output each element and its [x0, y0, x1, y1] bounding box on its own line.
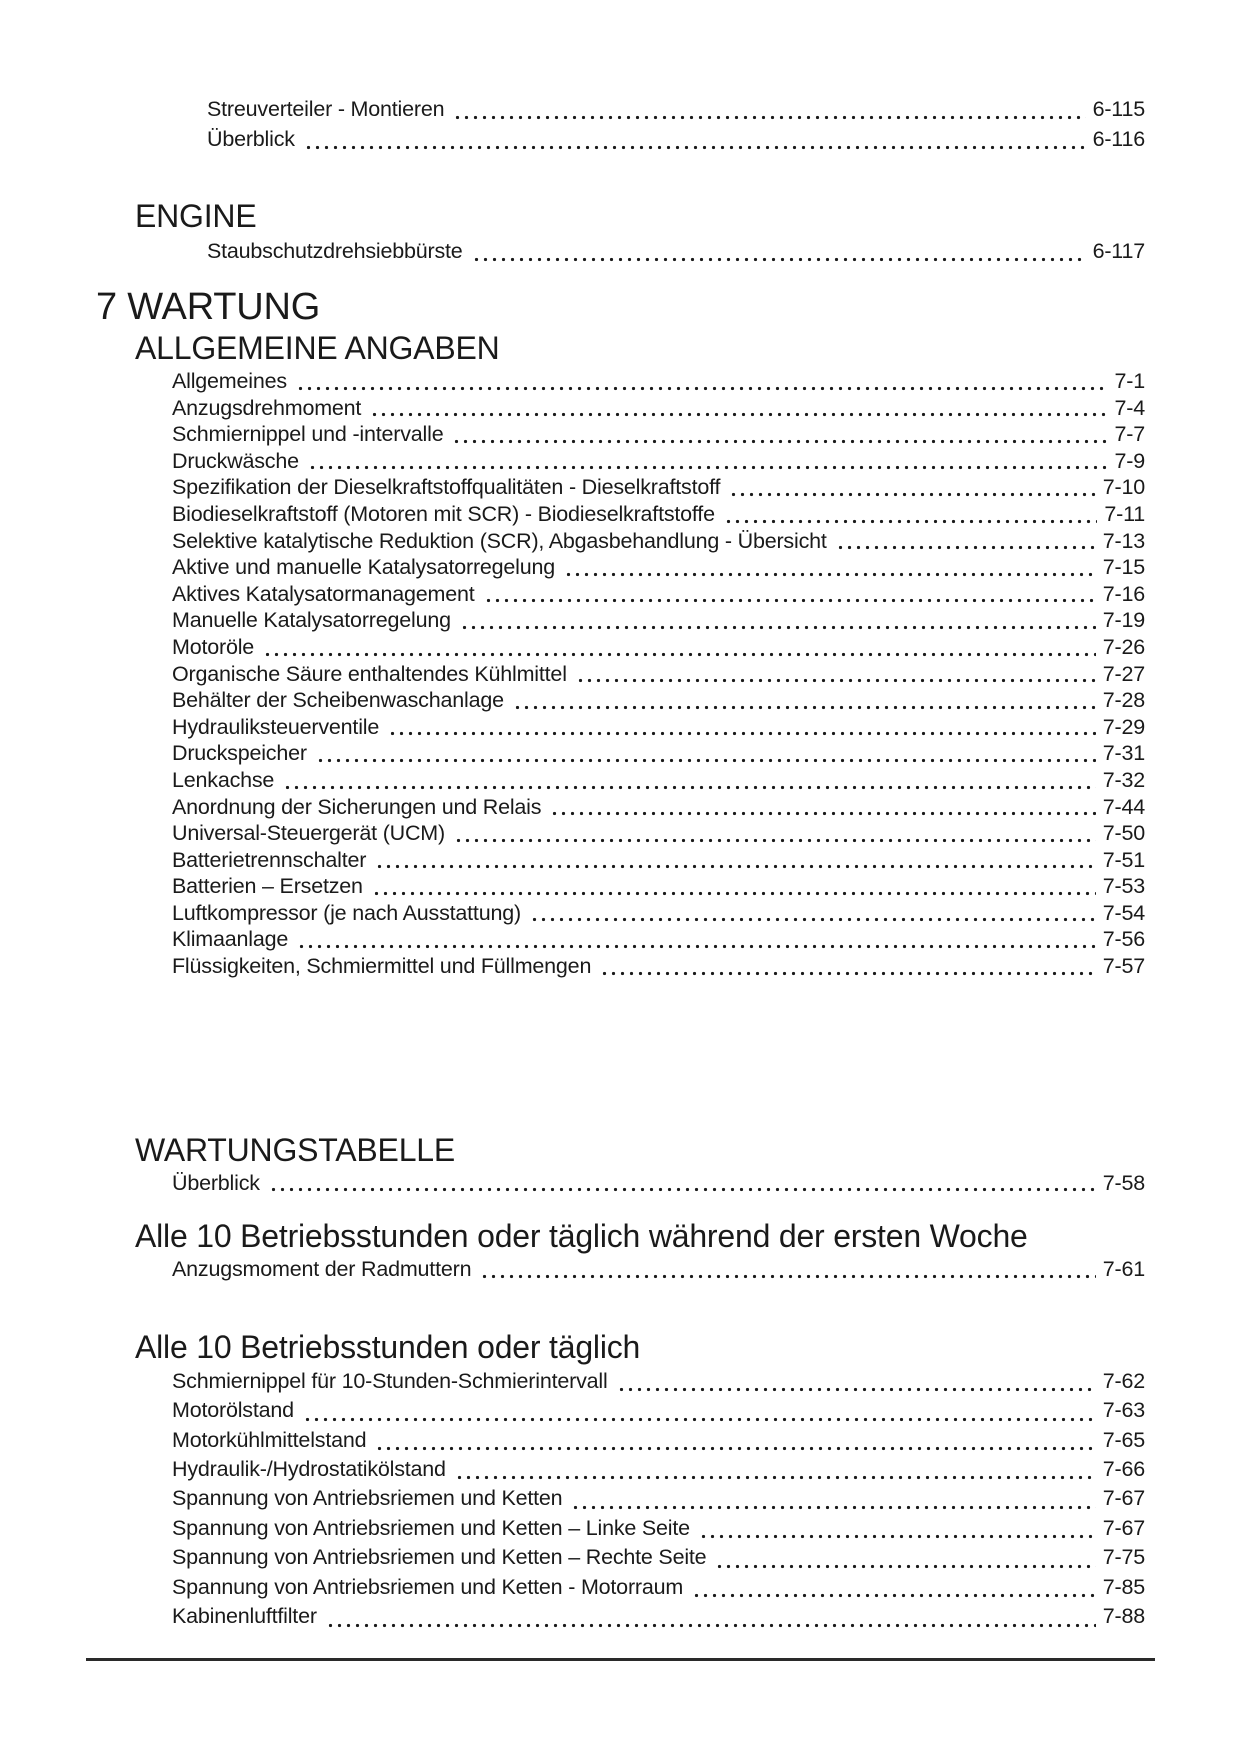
- toc-entry-page: 7-1: [1114, 369, 1145, 393]
- toc-entry: [172, 714, 1145, 741]
- toc-entry-label: Motorkühlmittelstand: [172, 1427, 367, 1452]
- toc-entry-label: Batterietrennschalter: [172, 847, 367, 872]
- toc-entry-page: 7-44: [1102, 794, 1145, 819]
- toc-entry-label: Flüssigkeiten, Schmiermittel und Füllmengen: [172, 954, 592, 979]
- toc-entry-page: 7-54: [1102, 900, 1145, 925]
- dot-leader: [375, 1446, 1095, 1451]
- dot-leader: [576, 678, 1096, 683]
- toc-entry: [172, 1256, 1145, 1283]
- dot-leader: [484, 598, 1096, 603]
- toc-entry-page: 7-4: [1114, 395, 1145, 420]
- dot-leader: [269, 1187, 1096, 1192]
- toc-entry: [172, 474, 1145, 501]
- toc-entry-page: 7-26: [1102, 634, 1145, 659]
- toc-entry: [172, 421, 1145, 448]
- toc-entry-label: Klimaanlage: [172, 927, 289, 952]
- toc-entry-page: 7-65: [1102, 1427, 1145, 1452]
- toc-entry-label: Luftkompressor (je nach Ausstattung): [172, 900, 521, 925]
- toc-entry-page: 7-63: [1102, 1398, 1145, 1423]
- toc-entry: [207, 124, 1145, 154]
- dot-leader: [715, 1564, 1095, 1569]
- toc-entry: [172, 554, 1145, 581]
- toc-entry-page: 6-116: [1092, 127, 1145, 151]
- toc-entry-label: Spannung von Antriebsriemen und Ketten – Rechte Seite: [172, 1545, 707, 1570]
- toc-entry-label: Batterien – Ersetzen: [172, 874, 363, 899]
- dot-leader: [600, 971, 1096, 976]
- toc-entry-page: 7-15: [1102, 555, 1145, 580]
- toc-entry: [172, 661, 1145, 688]
- toc-entry-page: 7-13: [1102, 528, 1145, 553]
- toc-entry: [172, 528, 1145, 555]
- toc-entry: [172, 926, 1145, 953]
- toc-entry-label: Schmiernippel und -intervalle: [172, 422, 444, 447]
- toc-entry-page: 6-115: [1092, 97, 1145, 121]
- toc-entry: [172, 820, 1145, 847]
- toc-entry: [172, 687, 1145, 714]
- section-title-alle10-erste-woche: Alle 10 Betriebsstunden oder täglich während der ersten Woche: [135, 1218, 1028, 1255]
- toc-entry-label: Allgemeines: [172, 369, 287, 393]
- dot-leader: [480, 1274, 1095, 1279]
- toc-entry: [172, 607, 1145, 634]
- dot-leader: [370, 412, 1107, 417]
- toc-entry: [172, 1170, 1145, 1197]
- dot-leader: [699, 1534, 1096, 1539]
- dot-leader: [372, 891, 1096, 896]
- toc-entry-label: Biodieselkraftstoff (Motoren mit SCR) - Biodieselkraftstoffe: [172, 501, 715, 526]
- dot-leader: [692, 1593, 1096, 1598]
- toc-entry-label: Druckwäsche: [172, 448, 299, 473]
- toc-entry: [172, 368, 1145, 395]
- toc-entry: [172, 1543, 1145, 1572]
- toc-entry-label: Streuverteiler - Montieren: [207, 97, 445, 121]
- toc-entry: [172, 1514, 1145, 1543]
- toc-entry: [172, 740, 1145, 767]
- dot-leader: [571, 1505, 1095, 1510]
- toc-entry-page: 7-62: [1102, 1368, 1145, 1393]
- allgemeine-angaben-entries: [172, 368, 1145, 980]
- dot-leader: [296, 386, 1108, 391]
- dot-leader: [472, 257, 1086, 262]
- dot-leader: [303, 1417, 1096, 1422]
- wartungstabelle-entries: [172, 1170, 1145, 1197]
- toc-entry-label: Spannung von Antriebsriemen und Ketten – Linke Seite: [172, 1515, 690, 1540]
- toc-entry-label: Anordnung der Sicherungen und Relais: [172, 794, 542, 819]
- toc-entry-label: Spannung von Antriebsriemen und Ketten: [172, 1486, 563, 1511]
- toc-entry: [207, 236, 1145, 266]
- toc-entry-page: 7-88: [1102, 1604, 1145, 1629]
- toc-entry-label: Anzugsmoment der Radmuttern: [172, 1257, 472, 1282]
- dot-leader: [836, 545, 1096, 550]
- dot-leader: [564, 572, 1096, 577]
- dot-leader: [326, 1623, 1096, 1628]
- toc-entry: [172, 1573, 1145, 1602]
- dot-leader: [460, 625, 1096, 630]
- toc-entry: [172, 1484, 1145, 1513]
- toc-entry-page: 7-66: [1102, 1457, 1145, 1482]
- toc-entry-label: Hydrauliksteuerventile: [172, 714, 380, 739]
- engine-section-entries: [207, 236, 1145, 266]
- toc-entry: [172, 448, 1145, 475]
- toc-entry-page: 7-16: [1102, 581, 1145, 606]
- dot-leader: [263, 652, 1096, 657]
- alle10-erste-woche-entries: [172, 1256, 1145, 1283]
- toc-entry: [172, 1426, 1145, 1455]
- toc-entry-page: 7-7: [1114, 422, 1145, 447]
- dot-leader: [375, 864, 1096, 869]
- section-title-wartungstabelle: WARTUNGSTABELLE: [135, 1131, 456, 1168]
- dot-leader: [453, 115, 1085, 120]
- toc-entry-page: 7-75: [1102, 1545, 1145, 1570]
- toc-entry-label: Lenkachse: [172, 767, 275, 792]
- toc-entry-page: 7-67: [1102, 1486, 1145, 1511]
- dot-leader: [617, 1387, 1096, 1392]
- toc-entry-page: 7-11: [1104, 501, 1145, 526]
- toc-entry: [172, 1396, 1145, 1425]
- toc-entry-label: Druckspeicher: [172, 741, 307, 766]
- toc-entry: [172, 1455, 1145, 1484]
- toc-entry-page: 7-67: [1102, 1515, 1145, 1540]
- section-title-alle10-taeglich: Alle 10 Betriebsstunden oder täglich: [135, 1328, 641, 1365]
- dot-leader: [729, 492, 1095, 497]
- toc-entry: [172, 953, 1145, 980]
- section-title-engine: ENGINE: [135, 198, 257, 234]
- dot-leader: [550, 811, 1095, 816]
- toc-entry-label: Aktives Katalysatormanagement: [172, 581, 475, 606]
- toc-entry-page: 7-56: [1102, 927, 1145, 952]
- dot-leader: [308, 465, 1108, 470]
- toc-entry: [172, 1367, 1145, 1396]
- toc-entry-label: Überblick: [207, 127, 295, 151]
- toc-entry-page: 7-58: [1102, 1170, 1145, 1195]
- toc-entry-page: 7-29: [1102, 714, 1145, 739]
- toc-entry-label: Überblick: [172, 1170, 260, 1195]
- chapter6-trailing-entries: [207, 94, 1145, 154]
- toc-entry-label: Schmiernippel für 10-Stunden-Schmierintervall: [172, 1368, 608, 1393]
- toc-entry-page: 7-31: [1102, 741, 1145, 766]
- section-title-allgemeine-angaben: ALLGEMEINE ANGABEN: [135, 330, 500, 366]
- toc-entry-label: Universal-Steuergerät (UCM): [172, 821, 445, 846]
- alle10-taeglich-entries: [172, 1367, 1145, 1632]
- toc-entry: [207, 94, 1145, 124]
- toc-entry-label: Manuelle Katalysatorregelung: [172, 608, 451, 633]
- toc-entry-label: Behälter der Scheibenwaschanlage: [172, 688, 504, 713]
- toc-entry-label: Kabinenluftfilter: [172, 1604, 317, 1629]
- toc-entry-label: Motoröle: [172, 634, 255, 659]
- toc-entry-label: Organische Säure enthaltendes Kühlmittel: [172, 661, 567, 686]
- toc-entry: [172, 794, 1145, 821]
- toc-entry-label: Spezifikation der Dieselkraftstoffqualitäten - Dieselkraftstoff: [172, 475, 721, 500]
- toc-entry-label: Staubschutzdrehsiebbürste: [207, 239, 463, 263]
- toc-entry-label: Aktive und manuelle Katalysatorregelung: [172, 555, 556, 580]
- footer-rule: [86, 1658, 1155, 1661]
- toc-entry: [172, 501, 1145, 528]
- toc-entry: [172, 767, 1145, 794]
- dot-leader: [455, 1475, 1096, 1480]
- toc-entry-page: 7-28: [1102, 688, 1145, 713]
- toc-entry-label: Hydraulik-/Hydrostatikölstand: [172, 1457, 446, 1482]
- toc-entry-page: 7-19: [1102, 608, 1145, 633]
- toc-entry-page: 7-10: [1102, 475, 1145, 500]
- toc-entry-page: 7-61: [1102, 1257, 1145, 1282]
- dot-leader: [283, 785, 1096, 790]
- chapter-title-wartung: 7 WARTUNG: [96, 286, 321, 328]
- toc-entry-page: 7-51: [1102, 847, 1145, 872]
- dot-leader: [530, 917, 1096, 922]
- dot-leader: [304, 145, 1086, 150]
- toc-entry-page: 7-53: [1102, 874, 1145, 899]
- dot-leader: [388, 731, 1096, 736]
- dot-leader: [454, 838, 1096, 843]
- toc-entry: [172, 900, 1145, 927]
- toc-entry-label: Motorölstand: [172, 1398, 294, 1423]
- toc-entry-label: Selektive katalytische Reduktion (SCR), Abgasbehandlung - Übersicht: [172, 528, 827, 553]
- toc-entry: [172, 634, 1145, 661]
- toc-entry: [172, 395, 1145, 422]
- toc-entry-page: 7-27: [1102, 661, 1145, 686]
- toc-entry: [172, 847, 1145, 874]
- toc-entry: [172, 581, 1145, 608]
- toc-entry-page: 7-9: [1114, 448, 1145, 473]
- toc-entry: [172, 873, 1145, 900]
- dot-leader: [724, 519, 1098, 524]
- toc-entry-label: Spannung von Antriebsriemen und Ketten - Motorraum: [172, 1574, 684, 1599]
- toc-entry-page: 7-57: [1102, 954, 1145, 979]
- toc-entry-page: 7-50: [1102, 821, 1145, 846]
- toc-entry-label: Anzugsdrehmoment: [172, 395, 362, 420]
- toc-entry: [172, 1602, 1145, 1631]
- dot-leader: [513, 705, 1096, 710]
- dot-leader: [452, 439, 1107, 444]
- toc-entry-page: 7-32: [1102, 767, 1145, 792]
- dot-leader: [297, 944, 1096, 949]
- dot-leader: [316, 758, 1096, 763]
- toc-entry-page: 7-85: [1102, 1574, 1145, 1599]
- toc-entry-page: 6-117: [1092, 239, 1145, 263]
